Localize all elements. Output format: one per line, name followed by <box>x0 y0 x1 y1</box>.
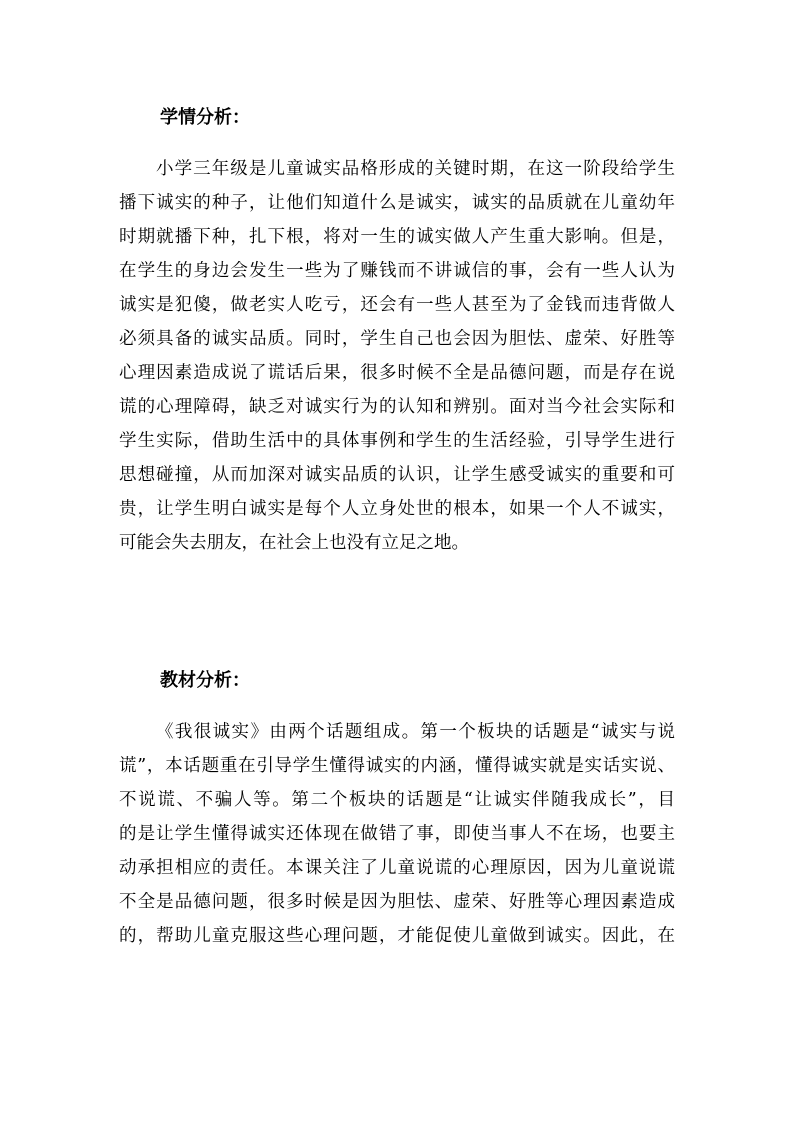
paragraph-line: 谎的心理障碍，缺乏对诚实行为的认知和辨别。面对当今社会实际和 <box>119 397 675 417</box>
paragraph-line: 不全是品德问题，很多时候是因为胆怯、虚荣、好胜等心理因素造成 <box>119 892 675 912</box>
paragraph-line: 的是让学生懂得诚实还体现在做错了事，即使当事人不在场，也要主 <box>119 824 675 844</box>
paragraph-line: 学生实际，借助生活中的具体事例和学生的生活经验，引导学生进行 <box>119 431 675 451</box>
paragraph-line: 诚实是犯傻，做老实人吃亏，还会有一些人甚至为了金钱而违背做人 <box>119 295 675 315</box>
section-heading-learning-analysis: 学情分析： <box>160 107 250 128</box>
section-heading-textbook-analysis: 教材分析： <box>160 670 250 691</box>
paragraph-line: 谎”，本话题重在引导学生懂得诚实的内涵，懂得诚实就是实话实说、 <box>119 756 675 776</box>
paragraph-line: 小学三年级是儿童诚实品格形成的关键时期，在这一阶段给学生 <box>156 159 675 179</box>
paragraph-learning-analysis <box>119 152 675 560</box>
paragraph-line: 时期就播下种，扎下根，将对一生的诚实做人产生重大影响。但是， <box>119 227 675 247</box>
paragraph-line: 播下诚实的种子，让他们知道什么是诚实，诚实的品质就在儿童幼年 <box>119 193 675 213</box>
paragraph-line: 在学生的身边会发生一些为了赚钱而不讲诚信的事，会有一些人认为 <box>119 261 675 281</box>
paragraph-line: 贵，让学生明白诚实是每个人立身处世的根本，如果一个人不诚实， <box>119 499 675 519</box>
paragraph-line: 动承担相应的责任。本课关注了儿童说谎的心理原因，因为儿童说谎 <box>119 858 675 878</box>
paragraph-line: 思想碰撞，从而加深对诚实品质的认识，让学生感受诚实的重要和可 <box>119 465 675 485</box>
paragraph-line: 可能会失去朋友，在社会上也没有立足之地。 <box>119 533 469 553</box>
paragraph-line: 的，帮助儿童克服这些心理问题，才能促使儿童做到诚实。因此，在 <box>119 926 675 946</box>
paragraph-line: 心理因素造成说了谎话后果，很多时候不全是品德问题，而是存在说 <box>119 363 675 383</box>
paragraph-textbook-analysis <box>119 715 675 953</box>
paragraph-line: 必须具备的诚实品质。同时，学生自己也会因为胆怯、虚荣、好胜等 <box>119 329 675 349</box>
paragraph-line: 《我很诚实》由两个话题组成。第一个板块的话题是“诚实与说 <box>156 722 675 742</box>
paragraph-line: 不说谎、不骗人等。第二个板块的话题是“让诚实伴随我成长”，目 <box>119 790 675 810</box>
